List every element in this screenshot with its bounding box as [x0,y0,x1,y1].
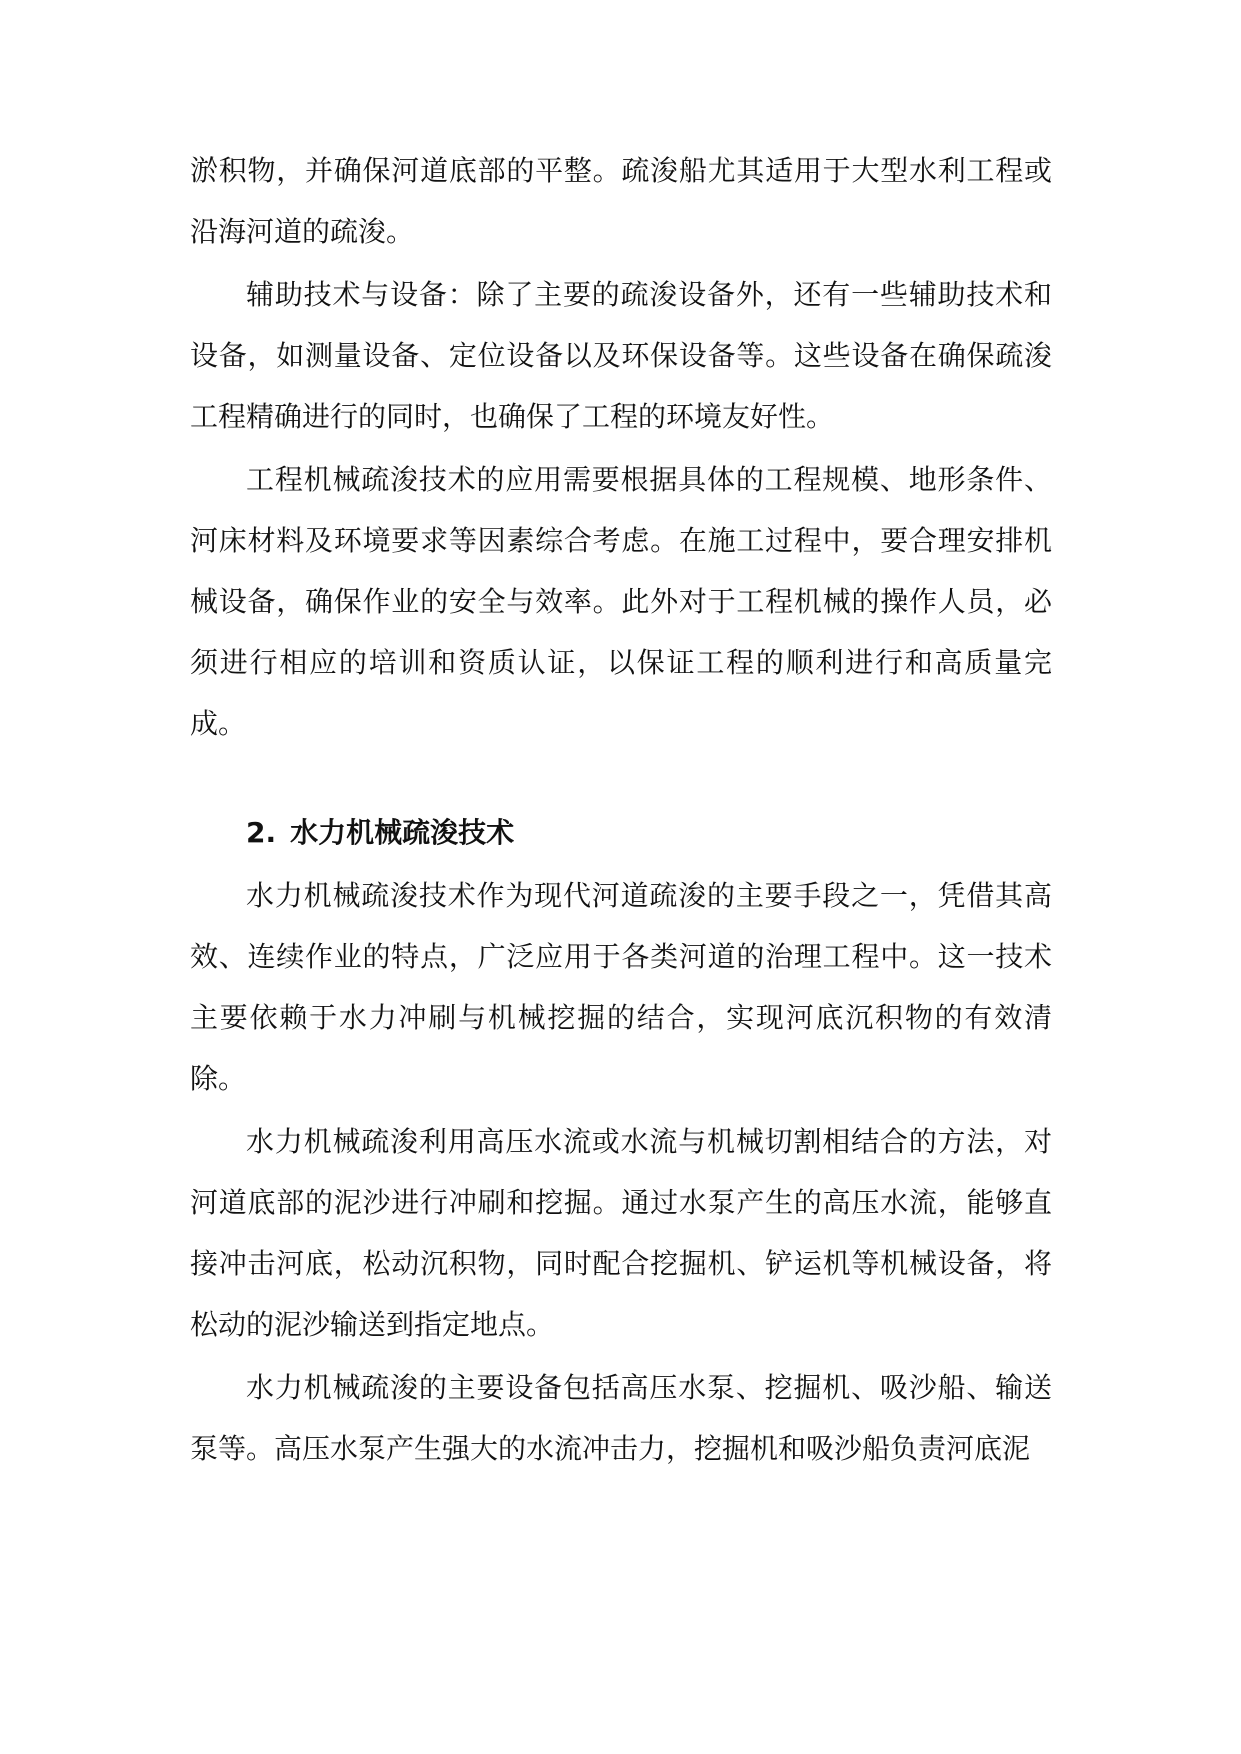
paragraph-auxiliary-equipment: 辅助技术与设备：除了主要的疏浚设备外，还有一些辅助技术和设备，如测量设备、定位设备以及环保设备等。这些设备在确保疏浚工程精确进行的同时，也确保了工程的环境友好性。 [190,278,1052,433]
section-title: 水力机械疏浚技术 [290,816,515,849]
paragraph-application-considerations: 工程机械疏浚技术的应用需要根据具体的工程规模、地形条件、河床材料及环境要求等因素综合考虑。在施工过程中，要合理安排机械设备，确保作业的安全与效率。此外对于工程机械的操作人员，必须进行相应的培训和资质认证，以保证工程的顺利进行和高质量完成。 [190,463,1052,740]
section-heading [190,802,1052,863]
paragraph-hydraulic-equipment: 水力机械疏浚的主要设备包括高压水泵、挖掘机、吸沙船、输送泵等。高压水泵产生强大的水流冲击力，挖掘机和吸沙船负责河底泥 [190,1371,1052,1465]
paragraph-continuation: 淤积物，并确保河道底部的平整。疏浚船尤其适用于大型水利工程或沿海河道的疏浚。 [190,154,1052,248]
paragraph-hydraulic-method: 水力机械疏浚利用高压水流或水流与机械切割相结合的方法，对河道底部的泥沙进行冲刷和挖掘。通过水泵产生的高压水流，能够直接冲击河底，松动沉积物，同时配合挖掘机、铲运机等机械设备，将松动的泥沙输送到指定地点。 [190,1125,1052,1341]
section-number: 2. [246,816,277,849]
paragraph-hydraulic-intro: 水力机械疏浚技术作为现代河道疏浚的主要手段之一，凭借其高效、连续作业的特点，广泛应用于各类河道的治理工程中。这一技术主要依赖于水力冲刷与机械挖掘的结合，实现河底沉积物的有效清除。 [190,879,1052,1095]
document-body [190,140,1052,1481]
